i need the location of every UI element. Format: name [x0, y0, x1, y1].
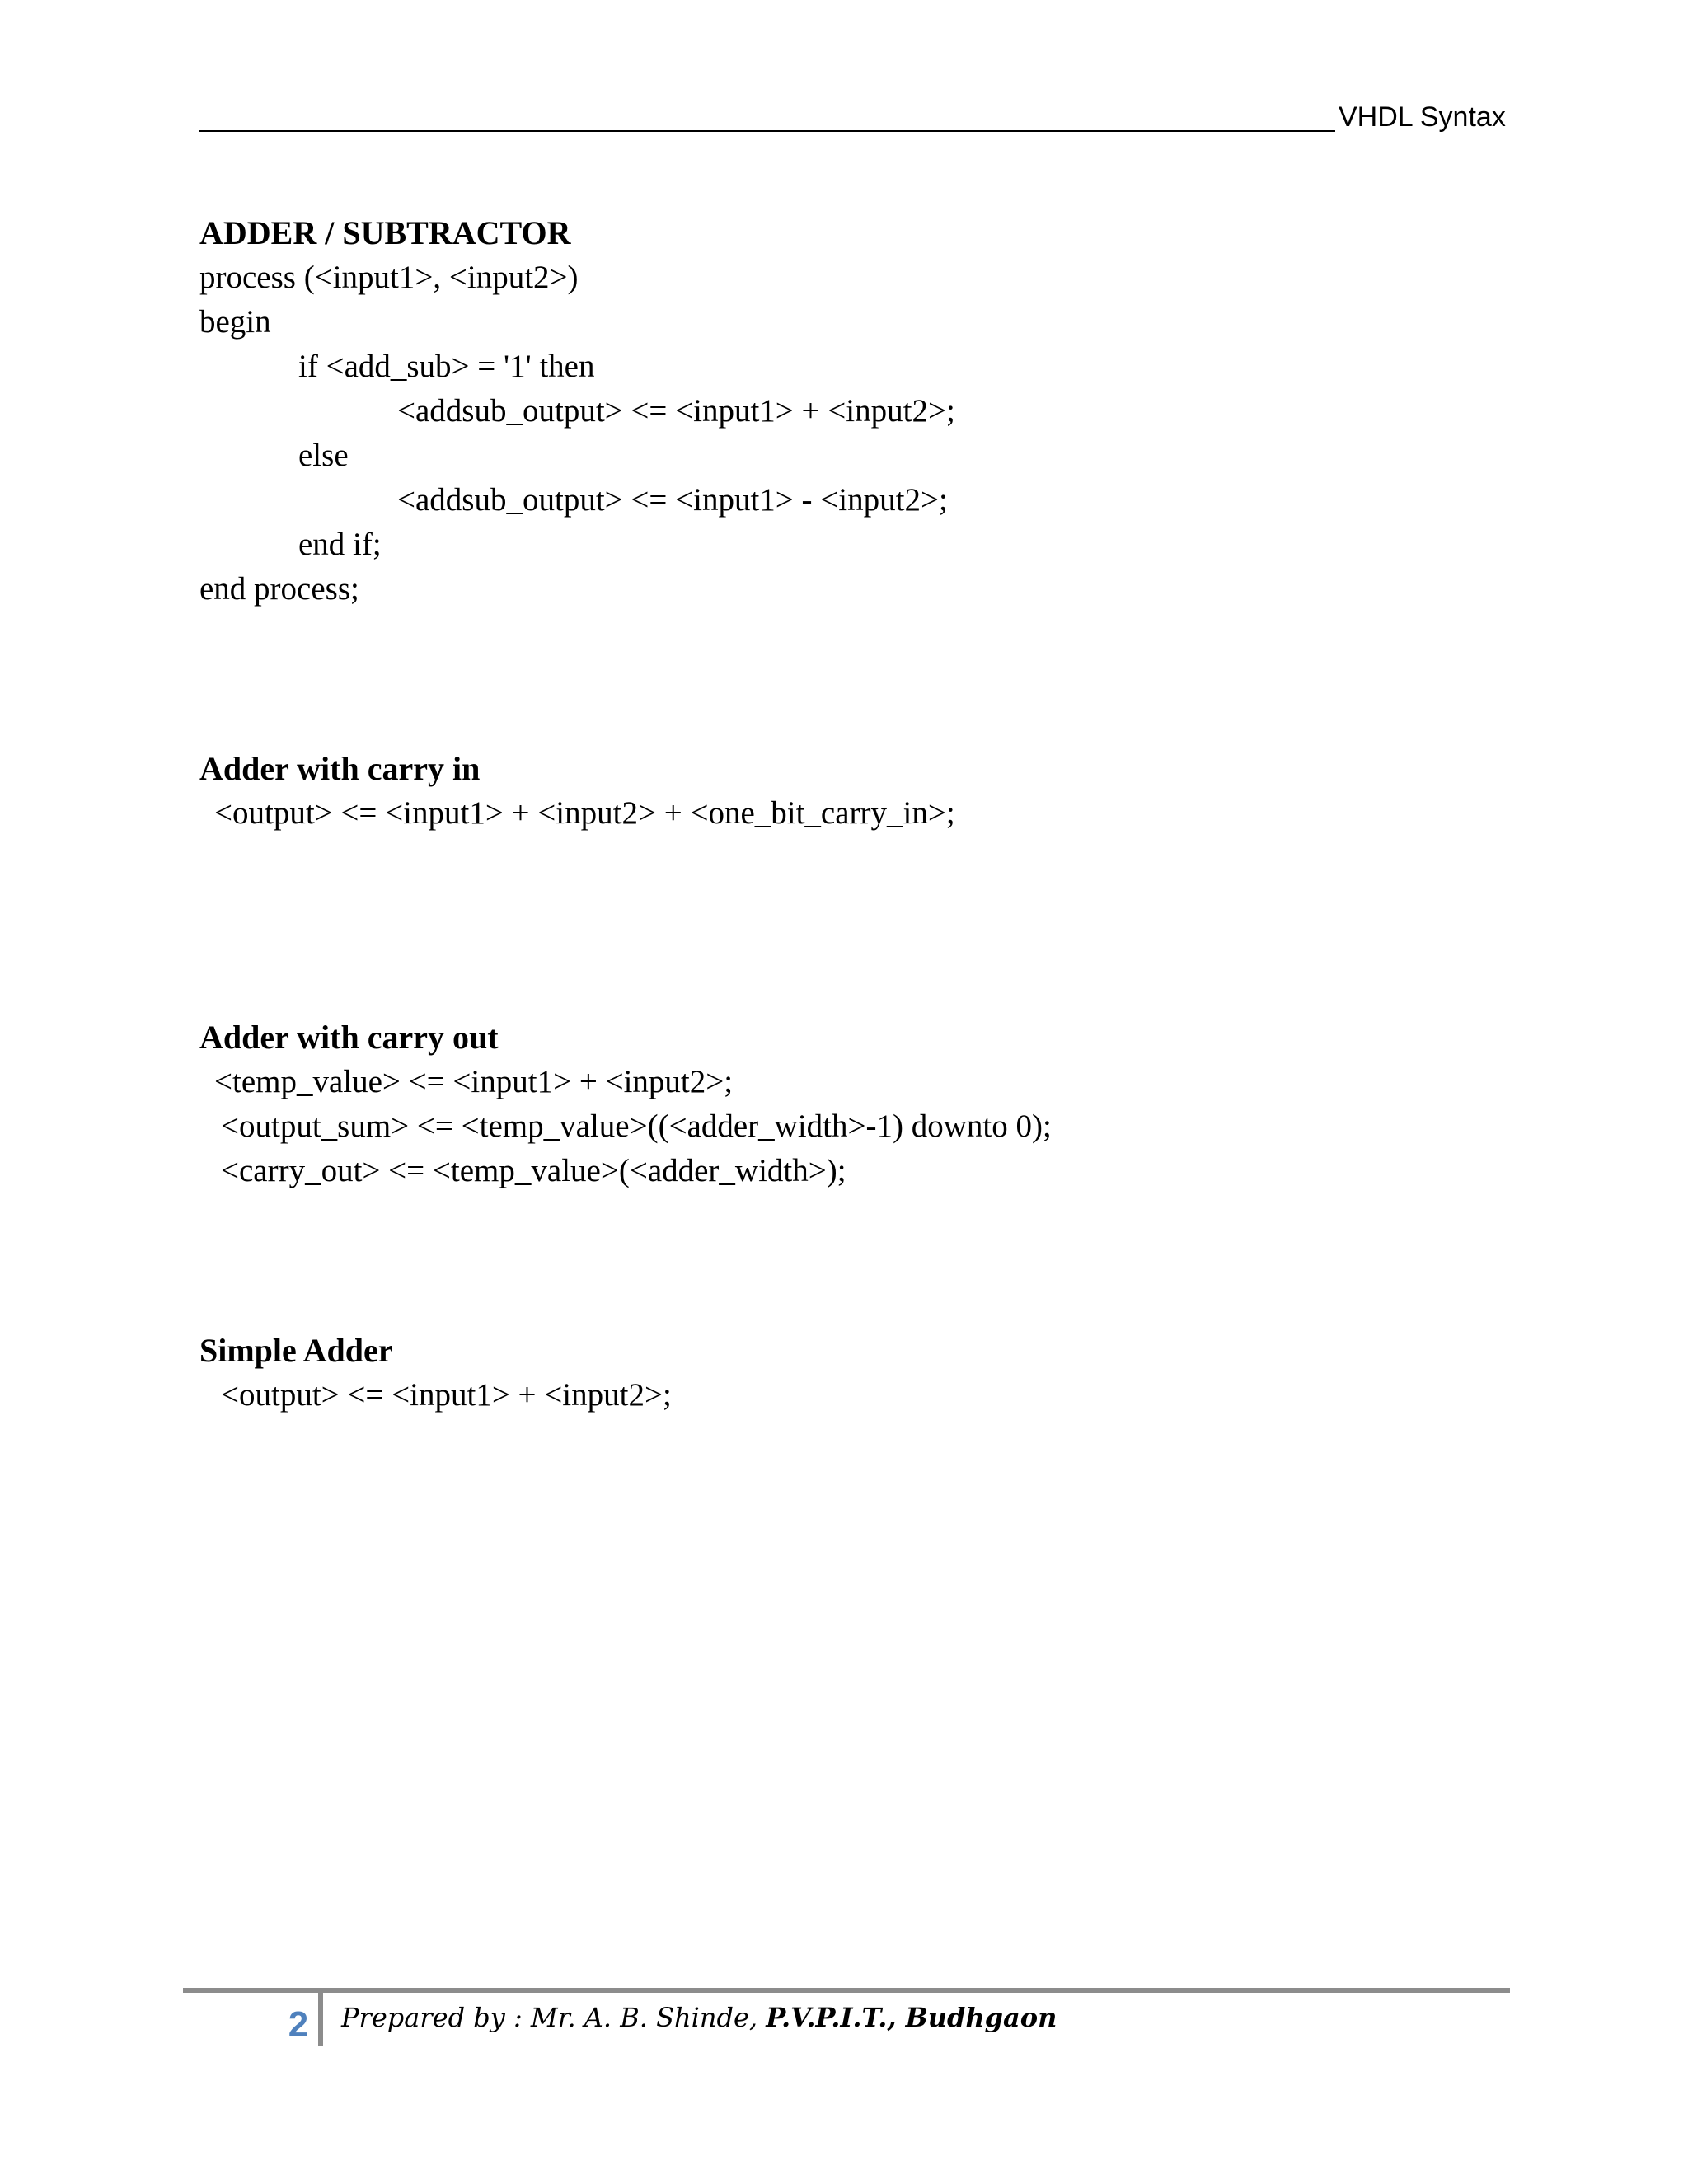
section-adder-carry-out	[199, 1015, 1052, 1193]
credit-author: Prepared by : Mr. A. B. Shinde,	[341, 2002, 767, 2033]
code-line: <output_sum> <= <temp_value>((<adder_width>-1) downto 0);	[221, 1108, 1052, 1144]
code-line: if <add_sub> = '1' then	[298, 349, 595, 384]
section-adder-carry-in	[199, 747, 955, 836]
code-line: <output> <= <input1> + <input2> + <one_bit_carry_in>;	[214, 795, 955, 831]
page-header	[199, 97, 1506, 137]
footer-divider	[318, 1993, 323, 2046]
section-title: Simple Adder	[199, 1332, 393, 1369]
section-title: ADDER / SUBTRACTOR	[199, 214, 571, 251]
header-title: VHDL Syntax	[1339, 101, 1506, 133]
code-line: <carry_out> <= <temp_value>(<adder_width>);	[221, 1153, 846, 1188]
page-number: 2	[288, 2004, 309, 2045]
section-title: Adder with carry in	[199, 750, 481, 787]
footer-credit	[341, 1999, 1057, 2036]
credit-institution: P.V.P.I.T., Budhgaon	[766, 2002, 1057, 2033]
code-line: end if;	[298, 527, 382, 562]
header-rule	[199, 130, 1335, 132]
code-line: begin	[199, 304, 271, 340]
page-footer	[183, 1988, 1510, 2054]
code-line: end process;	[199, 571, 359, 607]
code-line: <addsub_output> <= <input1> - <input2>;	[397, 482, 948, 518]
code-line: <addsub_output> <= <input1> + <input2>;	[397, 393, 955, 429]
code-line: else	[298, 438, 349, 473]
section-simple-adder	[199, 1329, 672, 1418]
code-line: <output> <= <input1> + <input2>;	[221, 1377, 672, 1413]
section-adder-subtractor	[199, 211, 955, 612]
code-line: process (<input1>, <input2>)	[199, 260, 579, 295]
code-line: <temp_value> <= <input1> + <input2>;	[214, 1064, 734, 1099]
footer-rule	[183, 1988, 1510, 1993]
section-title: Adder with carry out	[199, 1019, 499, 1056]
